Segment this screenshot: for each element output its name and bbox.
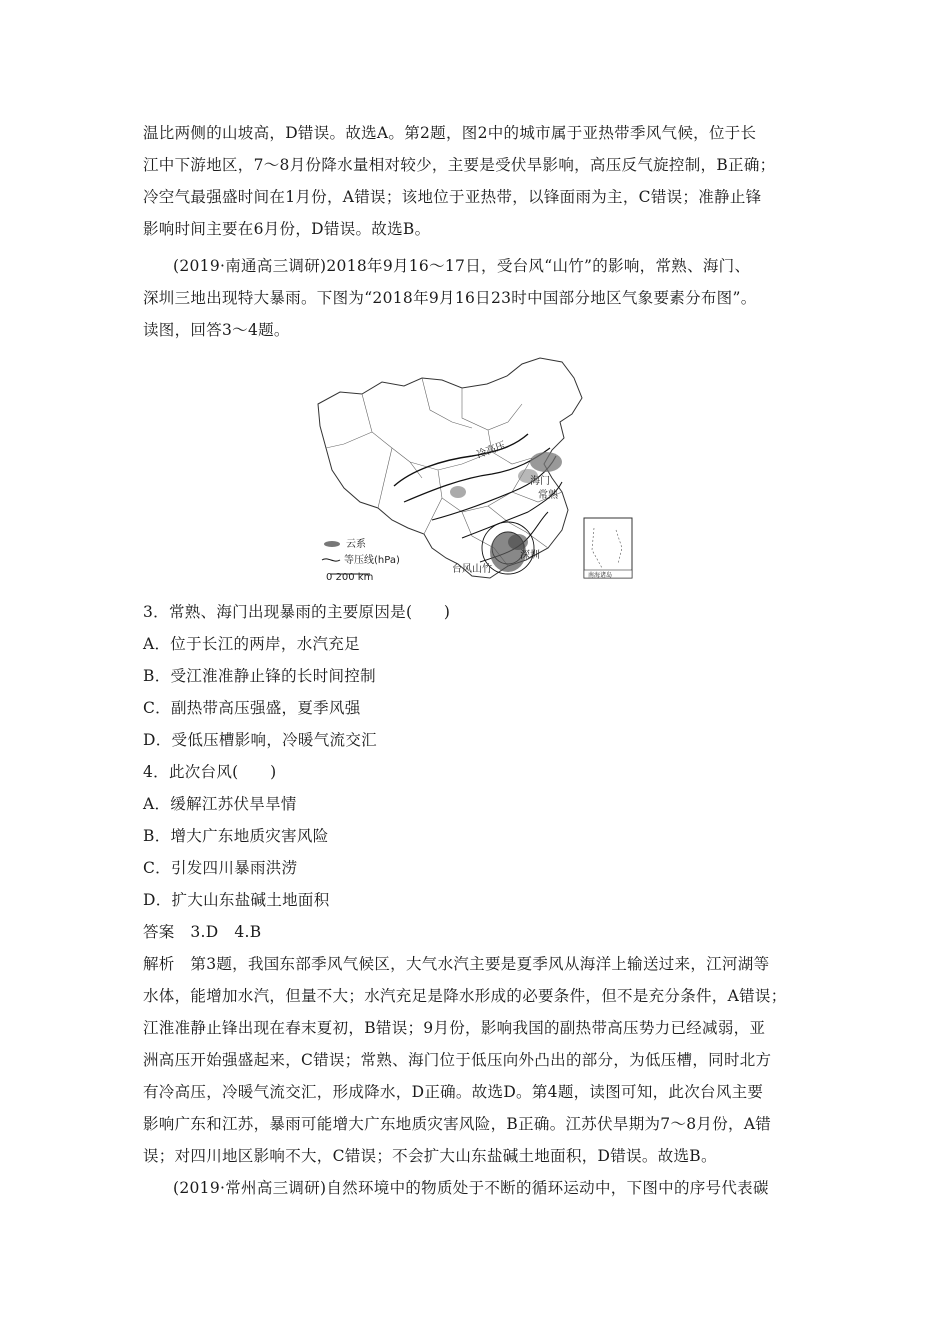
option-b: B．增大广东地质灾害风险 [143, 827, 329, 845]
analysis-line: 影响广东和江苏，暴雨可能增大广东地质灾害风险，B正确。江苏伏旱期为7～8月份，A错 [143, 1115, 772, 1133]
continuation-line: 江中下游地区，7～8月份降水量相对较少，主要是受伏旱影响，高压反气旋控制，B正确； [143, 156, 776, 174]
south-china-sea-inset [584, 518, 632, 578]
cold-high-label: 冷高压 [475, 440, 508, 461]
legend-isobar-swatch [322, 559, 340, 561]
legend-cloud-label: 云系 [346, 539, 366, 550]
cloud-system [508, 534, 528, 550]
inset-label: 南海诸岛 [588, 572, 613, 579]
analysis-line: 有冷高压，冷暖气流交汇，形成降水，D正确。故选D。第4题，读图可知，此次台风主要 [143, 1083, 764, 1101]
next-question-intro: (2019·常州高三调研)自然环境中的物质处于不断的循环运动中，下图中的序号代表碳 [173, 1179, 769, 1197]
legend-isobar-label: 等压线(hPa) [344, 555, 400, 566]
question-intro-line: (2019·南通高三调研)2018年9月16～17日，受台风“山竹”的影响，常熟、海门、 [173, 257, 751, 275]
analysis-line: 解析 第3题，我国东部季风气候区，大气水汽主要是夏季风从海洋上输送过来，江河湖等 [143, 955, 770, 973]
option-a: A．缓解江苏伏旱旱情 [143, 795, 297, 813]
continuation-line: 温比两侧的山坡高，D错误。故选A。第2题，图2中的城市属于亚热带季风气候，位于长 [143, 124, 757, 142]
question-intro-line: 深圳三地出现特大暴雨。下图为“2018年9月16日23时中国部分地区气象要素分布图”。 [143, 289, 757, 307]
option-c: C．引发四川暴雨洪涝 [143, 859, 298, 877]
cloud-system [450, 486, 466, 498]
weather-map-figure [312, 352, 638, 584]
option-c: C．副热带高压强盛，夏季风强 [143, 699, 361, 717]
analysis-line: 误；对四川地区影响不大，C错误；不会扩大山东盐碱土地面积，D错误。故选B。 [143, 1147, 717, 1165]
haimen-label: 海门 [530, 476, 550, 487]
question-stem: 3．常熟、海门出现暴雨的主要原因是( ) [143, 603, 451, 621]
isobar-line [394, 434, 528, 486]
question-intro-line: 读图，回答3～4题。 [143, 321, 290, 339]
legend-cloud-swatch [324, 541, 340, 547]
scale-label: 0 200 km [326, 572, 374, 583]
option-a: A．位于长江的两岸，水汽充足 [143, 635, 360, 653]
typhoon-label: 台风山竹 [452, 564, 492, 575]
analysis-line: 水体，能增加水汽，但量不大；水汽充足是降水形成的必要条件，但不是充分条件，A错误； [143, 987, 787, 1005]
option-d: D．扩大山东盐碱土地面积 [143, 891, 330, 909]
continuation-line: 影响时间主要在6月份，D错误。故选B。 [143, 220, 431, 238]
analysis-line: 江淮准静止锋出现在春末夏初，B错误；9月份，影响我国的副热带高压势力已经减弱，亚 [143, 1019, 766, 1037]
analysis-line: 洲高压开始强盛起来，C错误；常熟、海门位于低压向外凸出的部分，为低压槽，同时北方 [143, 1051, 772, 1069]
china-weather-map [312, 352, 638, 584]
question-stem: 4．此次台风( ) [143, 763, 277, 781]
option-d: D．受低压槽影响，冷暖气流交汇 [143, 731, 377, 749]
shenzhen-label: 深圳 [520, 550, 540, 561]
answer-line: 答案 3.D 4.B [143, 923, 262, 941]
changshu-label: 常熟 [538, 490, 558, 501]
cloud-system [530, 452, 562, 472]
continuation-line: 冷空气最强盛时间在1月份，A错误；该地位于亚热带，以锋面雨为主，C错误；准静止锋 [143, 188, 762, 206]
option-b: B．受江淮准静止锋的长时间控制 [143, 667, 376, 685]
